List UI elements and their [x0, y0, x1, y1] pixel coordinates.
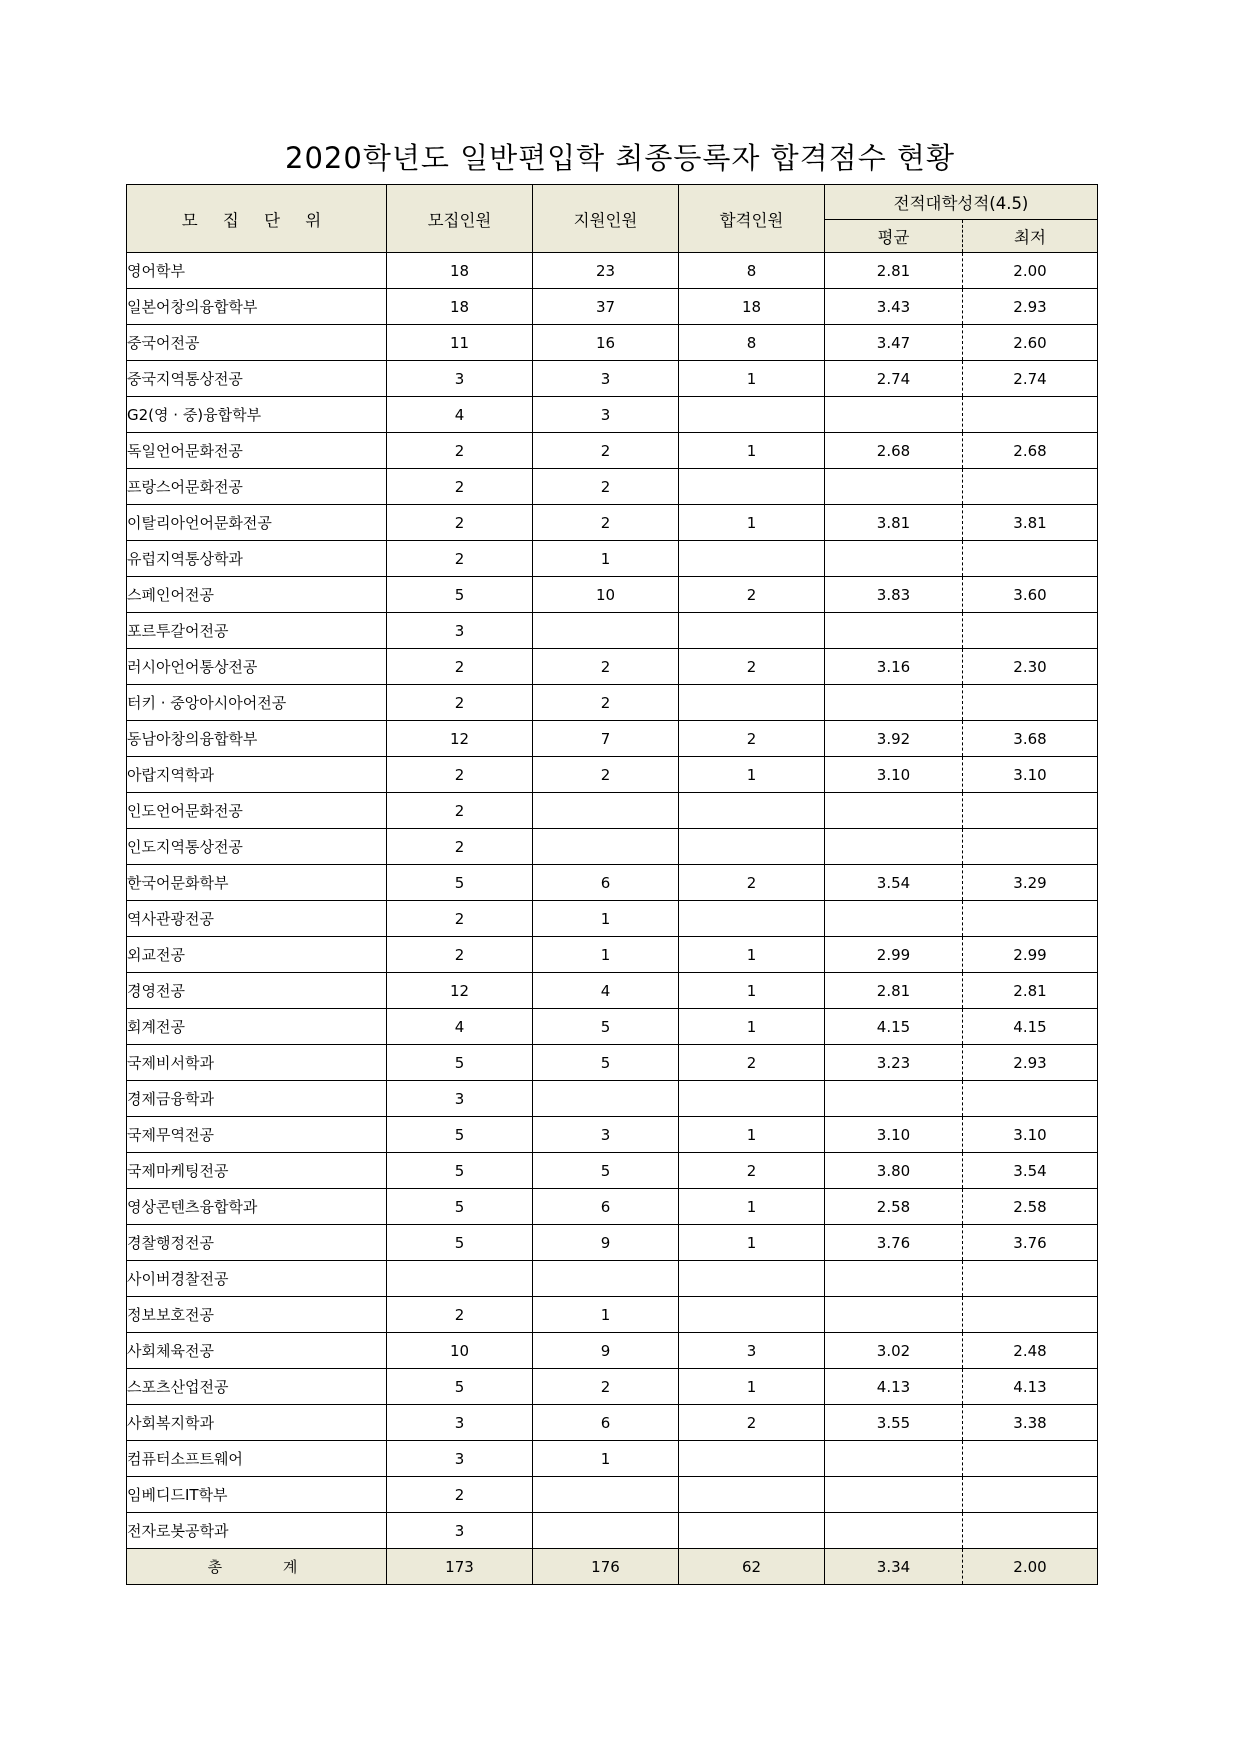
cell-applicants: 2 — [533, 505, 679, 541]
cell-quota: 3 — [387, 613, 533, 649]
cell-quota: 2 — [387, 649, 533, 685]
cell-applicants: 37 — [533, 289, 679, 325]
table-row — [127, 973, 1098, 1009]
cell-admitted: 1 — [679, 433, 825, 469]
cell-gpa-avg: 3.47 — [825, 325, 963, 361]
cell-unit-name: 한국어문화학부 — [127, 865, 387, 901]
cell-gpa-avg: 3.81 — [825, 505, 963, 541]
cell-quota: 3 — [387, 1081, 533, 1117]
table-row — [127, 1009, 1098, 1045]
cell-admitted: 2 — [679, 865, 825, 901]
cell-gpa-avg: 3.83 — [825, 577, 963, 613]
cell-applicants: 1 — [533, 541, 679, 577]
table-row — [127, 505, 1098, 541]
cell-gpa-min: 2.93 — [963, 1045, 1098, 1081]
cell-applicants: 2 — [533, 685, 679, 721]
cell-gpa-min: 3.10 — [963, 1117, 1098, 1153]
cell-gpa-min: 2.30 — [963, 649, 1098, 685]
header-unit: 모 집 단 위 — [127, 185, 387, 253]
cell-admitted: 8 — [679, 253, 825, 289]
cell-gpa-avg — [825, 1513, 963, 1549]
cell-unit-name: 스페인어전공 — [127, 577, 387, 613]
cell-gpa-avg — [825, 397, 963, 433]
cell-admitted — [679, 685, 825, 721]
cell-admitted: 18 — [679, 289, 825, 325]
table-row — [127, 1297, 1098, 1333]
cell-applicants: 3 — [533, 1117, 679, 1153]
cell-gpa-min — [963, 685, 1098, 721]
cell-quota: 18 — [387, 253, 533, 289]
table-row — [127, 577, 1098, 613]
cell-gpa-avg: 3.23 — [825, 1045, 963, 1081]
cell-applicants — [533, 1477, 679, 1513]
cell-gpa-min: 3.68 — [963, 721, 1098, 757]
cell-applicants: 2 — [533, 1369, 679, 1405]
table-row — [127, 901, 1098, 937]
cell-admitted: 2 — [679, 1153, 825, 1189]
cell-unit-name: 임베디드IT학부 — [127, 1477, 387, 1513]
cell-gpa-min: 3.60 — [963, 577, 1098, 613]
cell-unit-name: 정보보호전공 — [127, 1297, 387, 1333]
cell-gpa-min — [963, 901, 1098, 937]
cell-gpa-avg: 4.15 — [825, 1009, 963, 1045]
table-row — [127, 1045, 1098, 1081]
cell-quota: 3 — [387, 1513, 533, 1549]
cell-gpa-min: 2.99 — [963, 937, 1098, 973]
cell-gpa-avg — [825, 613, 963, 649]
header-admitted: 합격인원 — [679, 185, 825, 253]
cell-unit-name: 국제마케팅전공 — [127, 1153, 387, 1189]
cell-applicants: 1 — [533, 901, 679, 937]
table-row — [127, 1477, 1098, 1513]
cell-gpa-avg: 3.02 — [825, 1333, 963, 1369]
total-applicants: 176 — [533, 1549, 679, 1585]
cell-applicants — [533, 1261, 679, 1297]
cell-unit-name: 포르투갈어전공 — [127, 613, 387, 649]
cell-gpa-min: 2.93 — [963, 289, 1098, 325]
cell-quota: 2 — [387, 901, 533, 937]
cell-applicants: 9 — [533, 1333, 679, 1369]
cell-applicants — [533, 793, 679, 829]
cell-unit-name: 이탈리아언어문화전공 — [127, 505, 387, 541]
cell-gpa-min: 2.68 — [963, 433, 1098, 469]
cell-gpa-avg: 4.13 — [825, 1369, 963, 1405]
cell-admitted: 2 — [679, 577, 825, 613]
cell-unit-name: 동남아창의융합학부 — [127, 721, 387, 757]
cell-applicants: 2 — [533, 433, 679, 469]
table-row — [127, 1369, 1098, 1405]
cell-gpa-avg — [825, 901, 963, 937]
page-title: 2020학년도 일반편입학 최종등록자 합격점수 현황 — [285, 141, 955, 175]
header-applicants: 지원인원 — [533, 185, 679, 253]
cell-admitted — [679, 1477, 825, 1513]
cell-unit-name: 국제무역전공 — [127, 1117, 387, 1153]
cell-applicants — [533, 1513, 679, 1549]
total-row — [127, 1549, 1098, 1585]
table-row — [127, 1405, 1098, 1441]
cell-admitted — [679, 793, 825, 829]
cell-applicants: 7 — [533, 721, 679, 757]
table-row — [127, 469, 1098, 505]
cell-quota: 3 — [387, 1441, 533, 1477]
cell-gpa-min: 2.58 — [963, 1189, 1098, 1225]
cell-admitted: 3 — [679, 1333, 825, 1369]
cell-gpa-avg: 3.16 — [825, 649, 963, 685]
cell-quota: 2 — [387, 469, 533, 505]
table-row — [127, 289, 1098, 325]
table-row — [127, 1117, 1098, 1153]
cell-applicants: 3 — [533, 397, 679, 433]
cell-unit-name: 역사관광전공 — [127, 901, 387, 937]
cell-admitted — [679, 469, 825, 505]
table-row — [127, 325, 1098, 361]
cell-admitted — [679, 1297, 825, 1333]
cell-admitted: 1 — [679, 937, 825, 973]
table-row — [127, 397, 1098, 433]
cell-admitted — [679, 541, 825, 577]
cell-applicants: 23 — [533, 253, 679, 289]
cell-applicants: 5 — [533, 1009, 679, 1045]
cell-applicants: 6 — [533, 865, 679, 901]
cell-admitted: 8 — [679, 325, 825, 361]
cell-unit-name: 독일언어문화전공 — [127, 433, 387, 469]
cell-quota: 2 — [387, 433, 533, 469]
cell-gpa-avg — [825, 829, 963, 865]
cell-quota: 5 — [387, 1153, 533, 1189]
table-row — [127, 865, 1098, 901]
cell-admitted — [679, 901, 825, 937]
cell-admitted: 2 — [679, 721, 825, 757]
total-label: 총 계 — [127, 1549, 387, 1585]
cell-admitted: 1 — [679, 361, 825, 397]
cell-applicants: 1 — [533, 1441, 679, 1477]
cell-gpa-avg: 2.58 — [825, 1189, 963, 1225]
cell-applicants: 6 — [533, 1405, 679, 1441]
cell-unit-name: 영상콘텐츠융합학과 — [127, 1189, 387, 1225]
cell-unit-name: 스포츠산업전공 — [127, 1369, 387, 1405]
cell-gpa-min — [963, 1297, 1098, 1333]
total-gpa-avg: 3.34 — [825, 1549, 963, 1585]
cell-applicants: 3 — [533, 361, 679, 397]
cell-quota: 5 — [387, 865, 533, 901]
cell-quota: 5 — [387, 577, 533, 613]
cell-admitted: 1 — [679, 1189, 825, 1225]
cell-admitted: 1 — [679, 1225, 825, 1261]
cell-unit-name: 국제비서학과 — [127, 1045, 387, 1081]
cell-applicants: 16 — [533, 325, 679, 361]
cell-admitted — [679, 613, 825, 649]
cell-admitted: 2 — [679, 1045, 825, 1081]
cell-unit-name: 경제금융학과 — [127, 1081, 387, 1117]
cell-gpa-avg: 3.43 — [825, 289, 963, 325]
cell-gpa-min — [963, 541, 1098, 577]
cell-gpa-avg: 2.68 — [825, 433, 963, 469]
cell-gpa-min: 3.10 — [963, 757, 1098, 793]
cell-gpa-min — [963, 1477, 1098, 1513]
cell-gpa-avg — [825, 1297, 963, 1333]
cell-applicants: 2 — [533, 649, 679, 685]
table-row — [127, 721, 1098, 757]
cell-admitted — [679, 397, 825, 433]
table-row — [127, 433, 1098, 469]
cell-applicants — [533, 1081, 679, 1117]
cell-gpa-min: 2.74 — [963, 361, 1098, 397]
cell-gpa-min — [963, 1441, 1098, 1477]
header-gpa-group: 전적대학성적(4.5) — [825, 185, 1098, 220]
cell-quota: 12 — [387, 721, 533, 757]
cell-gpa-avg: 3.80 — [825, 1153, 963, 1189]
cell-unit-name: 경찰행정전공 — [127, 1225, 387, 1261]
cell-gpa-min: 3.54 — [963, 1153, 1098, 1189]
cell-unit-name: G2(영 · 중)융합학부 — [127, 397, 387, 433]
cell-applicants: 6 — [533, 1189, 679, 1225]
header-quota: 모집인원 — [387, 185, 533, 253]
total-gpa-min: 2.00 — [963, 1549, 1098, 1585]
table-row — [127, 937, 1098, 973]
cell-gpa-avg — [825, 541, 963, 577]
cell-unit-name: 인도언어문화전공 — [127, 793, 387, 829]
cell-gpa-min: 4.15 — [963, 1009, 1098, 1045]
cell-quota: 4 — [387, 397, 533, 433]
cell-quota: 5 — [387, 1117, 533, 1153]
cell-gpa-avg — [825, 685, 963, 721]
cell-gpa-avg — [825, 1261, 963, 1297]
cell-gpa-min — [963, 397, 1098, 433]
table-body — [127, 253, 1098, 1549]
cell-gpa-min: 4.13 — [963, 1369, 1098, 1405]
cell-gpa-min — [963, 793, 1098, 829]
cell-applicants: 9 — [533, 1225, 679, 1261]
table-row — [127, 253, 1098, 289]
cell-quota: 18 — [387, 289, 533, 325]
cell-unit-name: 중국어전공 — [127, 325, 387, 361]
cell-gpa-min: 2.81 — [963, 973, 1098, 1009]
cell-gpa-avg: 3.55 — [825, 1405, 963, 1441]
cell-quota: 11 — [387, 325, 533, 361]
cell-quota — [387, 1261, 533, 1297]
cell-quota: 2 — [387, 793, 533, 829]
cell-quota: 2 — [387, 541, 533, 577]
table-row — [127, 757, 1098, 793]
cell-admitted — [679, 1261, 825, 1297]
table-row — [127, 1513, 1098, 1549]
cell-unit-name: 러시아언어통상전공 — [127, 649, 387, 685]
cell-unit-name: 일본어창의융합학부 — [127, 289, 387, 325]
cell-gpa-avg — [825, 1441, 963, 1477]
cell-gpa-min — [963, 829, 1098, 865]
cell-applicants — [533, 613, 679, 649]
table-row — [127, 1261, 1098, 1297]
cell-gpa-min: 3.38 — [963, 1405, 1098, 1441]
cell-unit-name: 컴퓨터소프트웨어 — [127, 1441, 387, 1477]
cell-admitted — [679, 829, 825, 865]
cell-admitted: 2 — [679, 1405, 825, 1441]
cell-applicants: 2 — [533, 757, 679, 793]
cell-admitted: 1 — [679, 973, 825, 1009]
cell-unit-name: 프랑스어문화전공 — [127, 469, 387, 505]
cell-gpa-min — [963, 1081, 1098, 1117]
cell-quota: 2 — [387, 1477, 533, 1513]
cell-unit-name: 사회체육전공 — [127, 1333, 387, 1369]
cell-unit-name: 사이버경찰전공 — [127, 1261, 387, 1297]
cell-unit-name: 회계전공 — [127, 1009, 387, 1045]
cell-gpa-avg: 3.10 — [825, 1117, 963, 1153]
cell-quota: 10 — [387, 1333, 533, 1369]
table-row — [127, 1081, 1098, 1117]
cell-applicants: 10 — [533, 577, 679, 613]
cell-quota: 3 — [387, 361, 533, 397]
table-row — [127, 1225, 1098, 1261]
table-row — [127, 613, 1098, 649]
cell-gpa-min: 2.48 — [963, 1333, 1098, 1369]
cell-gpa-avg: 3.92 — [825, 721, 963, 757]
cell-unit-name: 인도지역통상전공 — [127, 829, 387, 865]
cell-quota: 12 — [387, 973, 533, 1009]
cell-gpa-avg — [825, 793, 963, 829]
cell-gpa-avg: 2.99 — [825, 937, 963, 973]
cell-gpa-avg: 2.74 — [825, 361, 963, 397]
cell-gpa-min — [963, 613, 1098, 649]
cell-quota: 2 — [387, 937, 533, 973]
cell-gpa-avg: 2.81 — [825, 253, 963, 289]
cell-gpa-min — [963, 1513, 1098, 1549]
table-row — [127, 1189, 1098, 1225]
cell-gpa-min — [963, 469, 1098, 505]
cell-admitted: 1 — [679, 1009, 825, 1045]
cell-admitted: 1 — [679, 757, 825, 793]
table-row — [127, 1333, 1098, 1369]
cell-applicants: 5 — [533, 1045, 679, 1081]
cell-unit-name: 유럽지역통상학과 — [127, 541, 387, 577]
table-row — [127, 829, 1098, 865]
cell-admitted: 1 — [679, 505, 825, 541]
cell-quota: 3 — [387, 1405, 533, 1441]
cell-gpa-min: 2.60 — [963, 325, 1098, 361]
cell-gpa-avg — [825, 1081, 963, 1117]
cell-applicants: 4 — [533, 973, 679, 1009]
cell-gpa-avg — [825, 1477, 963, 1513]
table-row — [127, 1441, 1098, 1477]
table-row — [127, 541, 1098, 577]
cell-gpa-avg: 3.10 — [825, 757, 963, 793]
cell-applicants: 2 — [533, 469, 679, 505]
cell-quota: 5 — [387, 1189, 533, 1225]
cell-unit-name: 사회복지학과 — [127, 1405, 387, 1441]
cell-quota: 5 — [387, 1045, 533, 1081]
cell-applicants: 1 — [533, 937, 679, 973]
cell-gpa-min: 2.00 — [963, 253, 1098, 289]
cell-quota: 5 — [387, 1369, 533, 1405]
header-gpa-avg: 평균 — [825, 220, 963, 253]
cell-quota: 2 — [387, 685, 533, 721]
cell-unit-name: 아랍지역학과 — [127, 757, 387, 793]
total-admitted: 62 — [679, 1549, 825, 1585]
table-row — [127, 361, 1098, 397]
table-row — [127, 793, 1098, 829]
cell-applicants — [533, 829, 679, 865]
cell-admitted: 2 — [679, 649, 825, 685]
cell-quota: 4 — [387, 1009, 533, 1045]
cell-unit-name: 영어학부 — [127, 253, 387, 289]
cell-gpa-min — [963, 1261, 1098, 1297]
cell-quota: 2 — [387, 829, 533, 865]
cell-quota: 2 — [387, 1297, 533, 1333]
cell-admitted — [679, 1441, 825, 1477]
cell-applicants: 1 — [533, 1297, 679, 1333]
cell-unit-name: 경영전공 — [127, 973, 387, 1009]
cell-admitted: 1 — [679, 1369, 825, 1405]
cell-unit-name: 터키 · 중앙아시아어전공 — [127, 685, 387, 721]
cell-gpa-avg: 3.54 — [825, 865, 963, 901]
cell-quota: 5 — [387, 1225, 533, 1261]
cell-admitted: 1 — [679, 1117, 825, 1153]
cell-gpa-min: 3.81 — [963, 505, 1098, 541]
cell-unit-name: 외교전공 — [127, 937, 387, 973]
total-quota: 173 — [387, 1549, 533, 1585]
cell-gpa-min: 3.76 — [963, 1225, 1098, 1261]
cell-unit-name: 중국지역통상전공 — [127, 361, 387, 397]
header-gpa-min: 최저 — [963, 220, 1098, 253]
cell-admitted — [679, 1081, 825, 1117]
cell-gpa-avg: 2.81 — [825, 973, 963, 1009]
cell-admitted — [679, 1513, 825, 1549]
cell-gpa-avg — [825, 469, 963, 505]
admission-score-table — [126, 184, 1098, 1585]
cell-gpa-min: 3.29 — [963, 865, 1098, 901]
cell-quota: 2 — [387, 505, 533, 541]
table-row — [127, 685, 1098, 721]
table-row — [127, 649, 1098, 685]
cell-quota: 2 — [387, 757, 533, 793]
cell-unit-name: 전자로봇공학과 — [127, 1513, 387, 1549]
cell-gpa-avg: 3.76 — [825, 1225, 963, 1261]
table-row — [127, 1153, 1098, 1189]
cell-applicants: 5 — [533, 1153, 679, 1189]
